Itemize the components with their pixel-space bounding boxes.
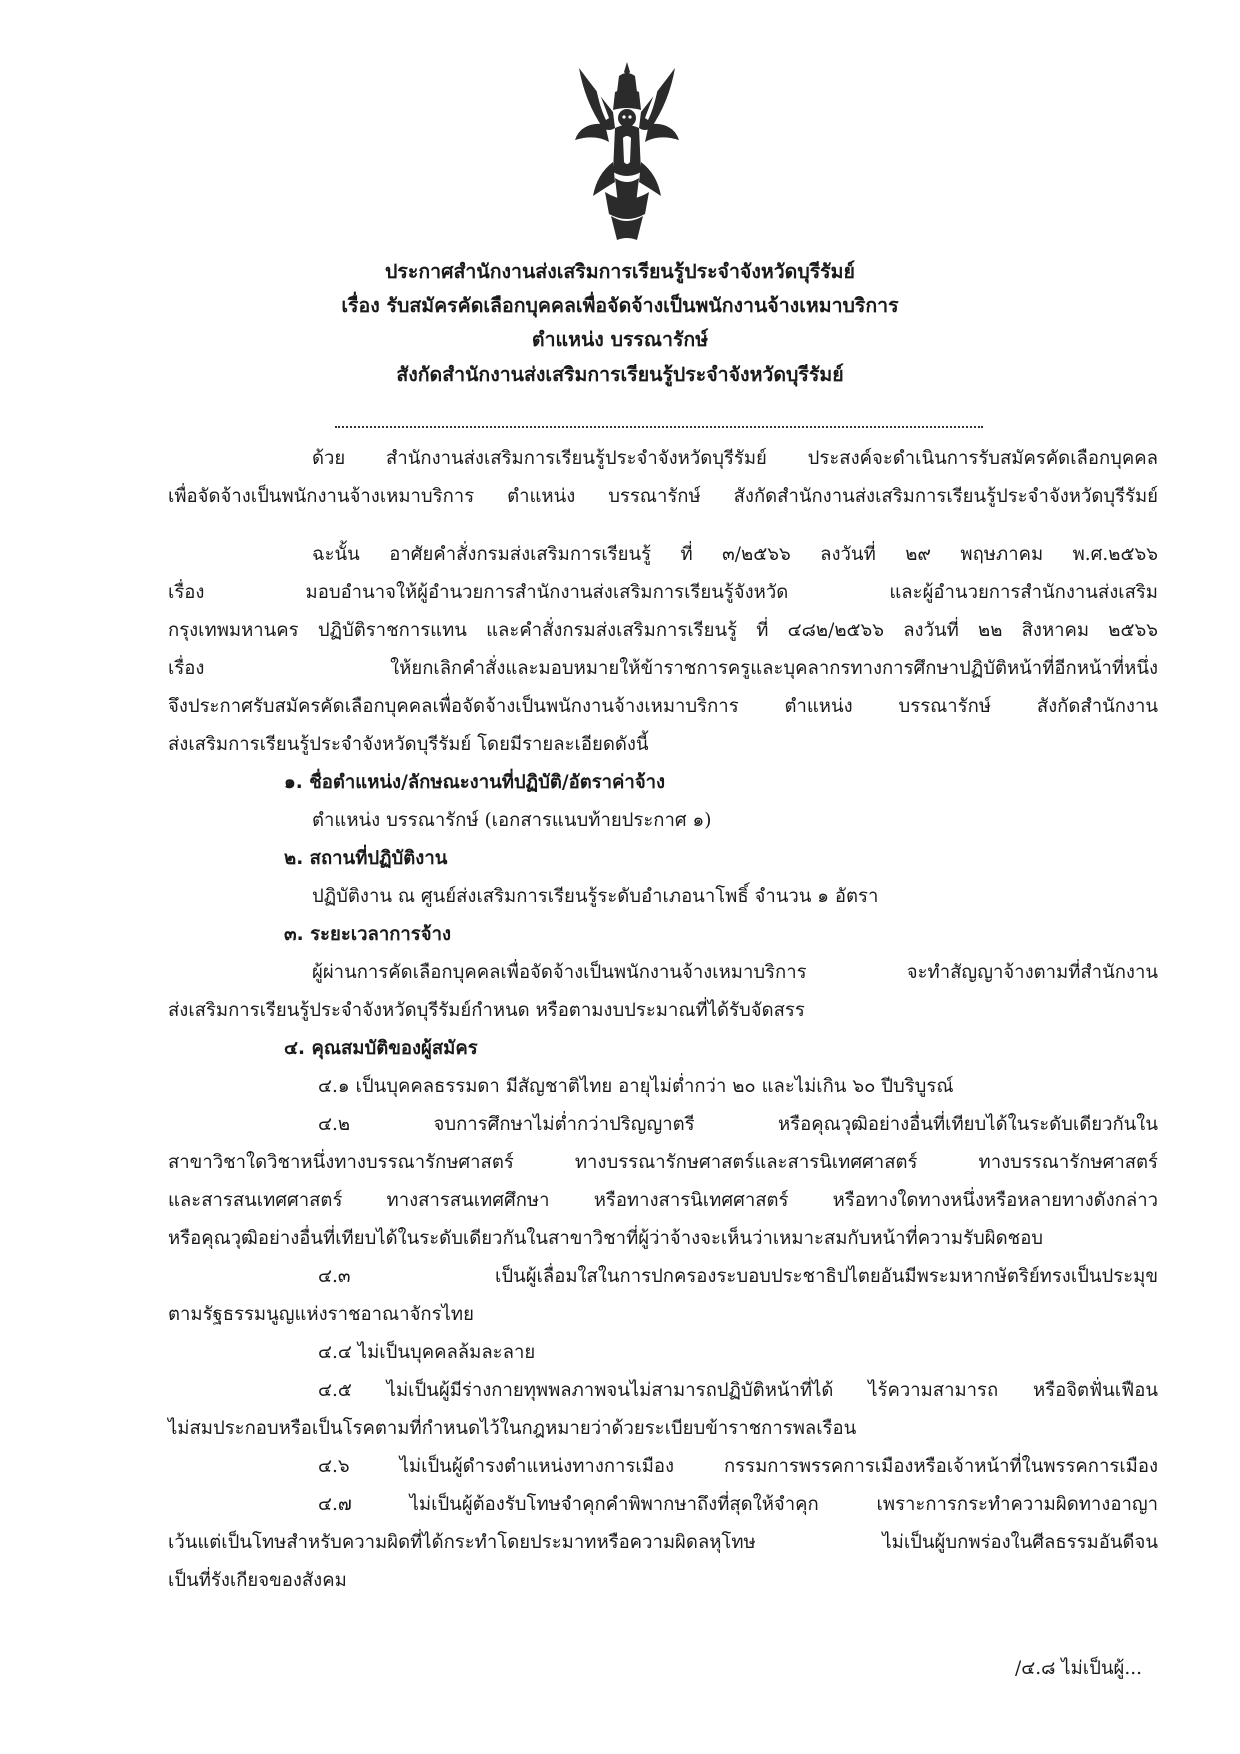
page-continuation: /๔.๘ ไม่เป็นผู้... (1015, 1658, 1142, 1679)
qualification-line: ตามรัฐธรรมนูญแห่งราชอาณาจักรไทย (168, 1304, 474, 1325)
section-heading: ๑. ชื่อตำแหน่ง/ลักษณะงานที่ปฏิบัติ/อัตราค่าจ้าง (284, 772, 666, 793)
qualification-line: ๔.๕ ไม่เป็นผู้มีร่างกายทุพพลภาพจนไม่สามารถปฏิบัติหน้าที่ได้ ไร้ความสามารถ หรือจิตฟั่นเฟือน (318, 1380, 1158, 1401)
section-text: ปฏิบัติงาน ณ ศูนย์ส่งเสริมการเรียนรู้ระดับอำเภอนาโพธิ์ จำนวน ๑ อัตรา (312, 886, 879, 907)
announcement-position: ตำแหน่ง บรรณารักษ์ (531, 328, 709, 351)
section-text: ผู้ผ่านการคัดเลือกบุคคลเพื่อจัดจ้างเป็นพนักงานจ้างเหมาบริการ จะทำสัญญาจ้างตามที่สำนักงาน (312, 962, 1158, 983)
announcement-title: ประกาศสำนักงานส่งเสริมการเรียนรู้ประจำจังหวัดบุรีรัมย์ (385, 260, 855, 283)
intro-line: เพื่อจัดจ้างเป็นพนักงานจ้างเหมาบริการ ตำแหน่ง บรรณารักษ์ สังกัดสำนักงานส่งเสริมการเรียนรู้ประจำจังหวัดบุรีรัมย์ (168, 486, 1158, 507)
garuda-emblem-icon (575, 62, 679, 242)
intro-line: ด้วย สำนักงานส่งเสริมการเรียนรู้ประจำจังหวัดบุรีรัมย์ ประสงค์จะดำเนินการรับสมัครคัดเลือกบุคคล (312, 448, 1158, 469)
section-heading: ๔. คุณสมบัติของผู้สมัคร (284, 1038, 478, 1059)
section-text: ตำแหน่ง บรรณารักษ์ (เอกสารแนบท้ายประกาศ ๑) (312, 810, 712, 831)
authority-line: กรุงเทพมหานคร ปฏิบัติราชการแทน และคำสั่งกรมส่งเสริมการเรียนรู้ ที่ ๔๘๒/๒๕๖๖ ลงวันที่ ๒๒ สิงหาคม ๒๕๖๖ (168, 620, 1158, 641)
qualification-line: ๔.๓ เป็นผู้เลื่อมใสในการปกครองระบอบประชาธิปไตยอันมีพระมหากษัตริย์ทรงเป็นประมุข (318, 1266, 1158, 1287)
qualification-line: เป็นที่รังเกียจของสังคม (168, 1570, 347, 1591)
qualification-line: ๔.๑ เป็นบุคคลธรรมดา มีสัญชาติไทย อายุไม่ต่ำกว่า ๒๐ และไม่เกิน ๖๐ ปีบริบูรณ์ (318, 1076, 954, 1097)
qualification-line: ไม่สมประกอบหรือเป็นโรคตามที่กำหนดไว้ในกฎหมายว่าด้วยระเบียบข้าราชการพลเรือน (168, 1418, 857, 1439)
qualification-line: ๔.๒ จบการศึกษาไม่ต่ำกว่าปริญญาตรี หรือคุณวุฒิอย่างอื่นที่เทียบได้ในระดับเดียวกันใน (318, 1114, 1158, 1135)
title-separator (335, 426, 983, 428)
authority-line: ส่งเสริมการเรียนรู้ประจำจังหวัดบุรีรัมย์ โดยมีรายละเอียดดังนี้ (168, 734, 649, 755)
qualification-line: ๔.๔ ไม่เป็นบุคคลล้มละลาย (318, 1342, 536, 1363)
qualification-line: ๔.๗ ไม่เป็นผู้ต้องรับโทษจำคุกคำพิพากษาถึงที่สุดให้จำคุก เพราะการกระทำความผิดทางอาญา (318, 1494, 1158, 1515)
announcement-subject: เรื่อง รับสมัครคัดเลือกบุคคลเพื่อจัดจ้างเป็นพนักงานจ้างเหมาบริการ (341, 294, 899, 317)
qualification-line: ๔.๖ ไม่เป็นผู้ดำรงตำแหน่งทางการเมือง กรรมการพรรคการเมืองหรือเจ้าหน้าที่ในพรรคการเมือง (318, 1456, 1158, 1477)
qualification-line: สาขาวิชาใดวิชาหนึ่งทางบรรณารักษศาสตร์ ทางบรรณารักษศาสตร์และสารนิเทศศาสตร์ ทางบรรณารักษศาสตร์ (168, 1152, 1158, 1173)
authority-line: จึงประกาศรับสมัครคัดเลือกบุคคลเพื่อจัดจ้างเป็นพนักงานจ้างเหมาบริการ ตำแหน่ง บรรณารักษ์ สังกัดสำนักงาน (168, 696, 1158, 717)
section-text: ส่งเสริมการเรียนรู้ประจำจังหวัดบุรีรัมย์กำหนด หรือตามงบประมาณที่ได้รับจัดสรร (168, 1000, 805, 1021)
announcement-affiliation: สังกัดสำนักงานส่งเสริมการเรียนรู้ประจำจังหวัดบุรีรัมย์ (396, 363, 844, 386)
authority-line: เรื่อง มอบอำนาจให้ผู้อำนวยการสำนักงานส่งเสริมการเรียนรู้จังหวัด และผู้อำนวยการสำนักงานส่งเสริม (168, 582, 1158, 603)
qualification-line: เว้นแต่เป็นโทษสำหรับความผิดที่ได้กระทำโดยประมาทหรือความผิดลหุโทษ ไม่เป็นผู้บกพร่องในศีลธรรมอันดีจน (168, 1532, 1158, 1553)
authority-line: ฉะนั้น อาศัยคำสั่งกรมส่งเสริมการเรียนรู้ ที่ ๓/๒๕๖๖ ลงวันที่ ๒๙ พฤษภาคม พ.ศ.๒๕๖๖ (312, 544, 1158, 565)
authority-line: เรื่อง ให้ยกเลิกคำสั่งและมอบหมายให้ข้าราชการครูและบุคลากรทางการศึกษาปฏิบัติหน้าที่อีกหน้าที่หนึ่ง (168, 658, 1158, 679)
section-heading: ๒. สถานที่ปฏิบัติงาน (284, 848, 448, 869)
section-heading: ๓. ระยะเวลาการจ้าง (284, 924, 451, 945)
qualification-line: และสารสนเทศศาสตร์ ทางสารสนเทศศึกษา หรือทางสารนิเทศศาสตร์ หรือทางใดทางหนึ่งหรือหลายทางดังกล่าว (168, 1190, 1158, 1211)
qualification-line: หรือคุณวุฒิอย่างอื่นที่เทียบได้ในระดับเดียวกันในสาขาวิชาที่ผู้ว่าจ้างจะเห็นว่าเหมาะสมกับหน้าที่ความรับผิดชอบ (168, 1228, 1044, 1249)
